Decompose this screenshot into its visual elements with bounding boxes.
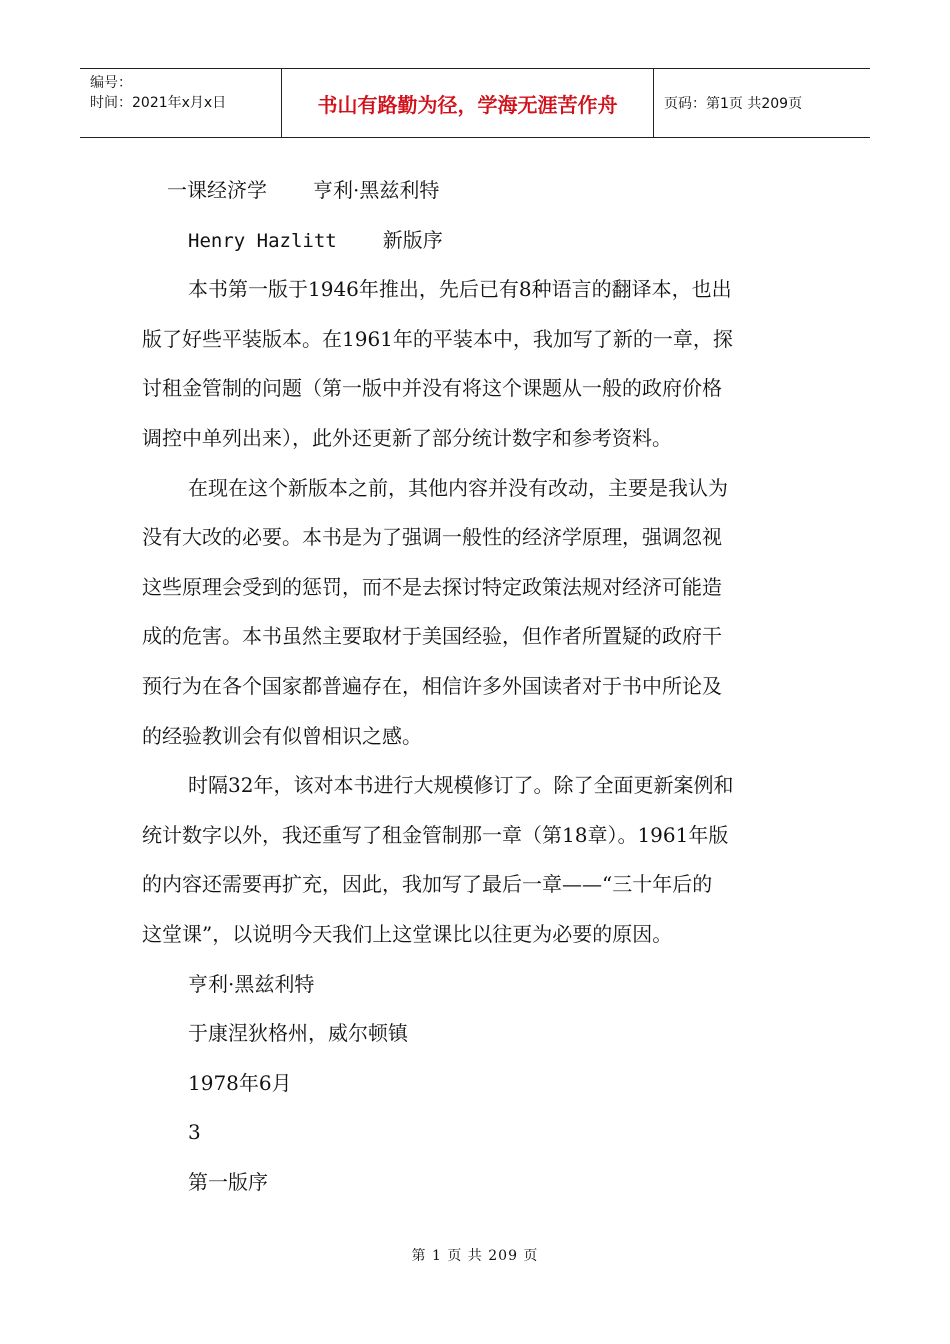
date: 1978年6月 (188, 1070, 292, 1095)
header-slogan-cell (282, 69, 654, 137)
date-label: 时间：2021年x月x日 (90, 95, 227, 111)
section-title: 新版序 (382, 227, 443, 252)
book-title-line (142, 166, 807, 216)
paragraph-line: 的内容还需要再扩充，因此，我加写了最后一章——“三十年后的 (142, 872, 713, 897)
paragraph-line: 本书第一版于1946年推出，先后已有8种语言的翻译本，也出 (188, 277, 732, 302)
location: 于康涅狄格州，威尔顿镇 (188, 1021, 408, 1046)
author-name: 亨利·黑兹利特 (313, 178, 440, 202)
paragraph-line: 这堂课”，以说明今天我们上这堂课比以往更为必要的原因。 (142, 921, 673, 946)
paragraph-line: 时隔32年，该对本书进行大规模修订了。除了全面更新案例和 (188, 773, 734, 798)
paragraph-line: 版了好些平装版本。在1961年的平装本中，我加写了新的一章，探 (142, 326, 733, 351)
paragraph-line: 成的危害。本书虽然主要取材于美国经验，但作者所置疑的政府干 (142, 624, 722, 649)
paragraph-line: 统计数字以外，我还重写了租金管制那一章（第18章）。1961年版 (142, 822, 729, 847)
paragraph-line: 在现在这个新版本之前，其他内容并没有改动，主要是我认为 (188, 475, 728, 500)
paragraph-1 (142, 265, 807, 463)
paragraph-line: 这些原理会受到的惩罚，而不是去探讨特定政策法规对经济可能造 (142, 574, 722, 599)
paragraph-line: 的经验教训会有似曾相识之感。 (142, 723, 422, 748)
subtitle-line (142, 216, 807, 266)
book-title: 一课经济学 (167, 178, 267, 202)
paragraph-line: 讨租金管制的问题（第一版中并没有将这个课题从一般的政府价格 (142, 376, 722, 401)
document-header (80, 68, 870, 138)
paragraph-2 (142, 464, 807, 762)
next-section-heading: 第一版序 (188, 1169, 268, 1194)
page-marker: 3 (188, 1120, 201, 1145)
signature: 亨利·黑兹利特 (188, 971, 315, 996)
paragraph-3 (142, 761, 807, 959)
document-body (142, 166, 807, 1207)
paragraph-line: 预行为在各个国家都普遍存在，相信许多外国读者对于书中所论及 (142, 673, 722, 698)
paragraph-line: 没有大改的必要。本书是为了强调一般性的经济学原理，强调忽视 (142, 525, 722, 550)
author-english-name: Henry Hazlitt (188, 229, 337, 252)
page-footer: 第 1 页 共 209 页 (411, 1248, 539, 1264)
header-slogan: 书山有路勤为径，学海无涯苦作舟 (317, 92, 618, 117)
number-label: 编号： (90, 75, 132, 91)
header-meta (80, 69, 282, 137)
paragraph-line: 调控中单列出来），此外还更新了部分统计数字和参考资料。 (142, 425, 672, 450)
header-page-info: 页码：第1页 共209页 (664, 96, 803, 112)
